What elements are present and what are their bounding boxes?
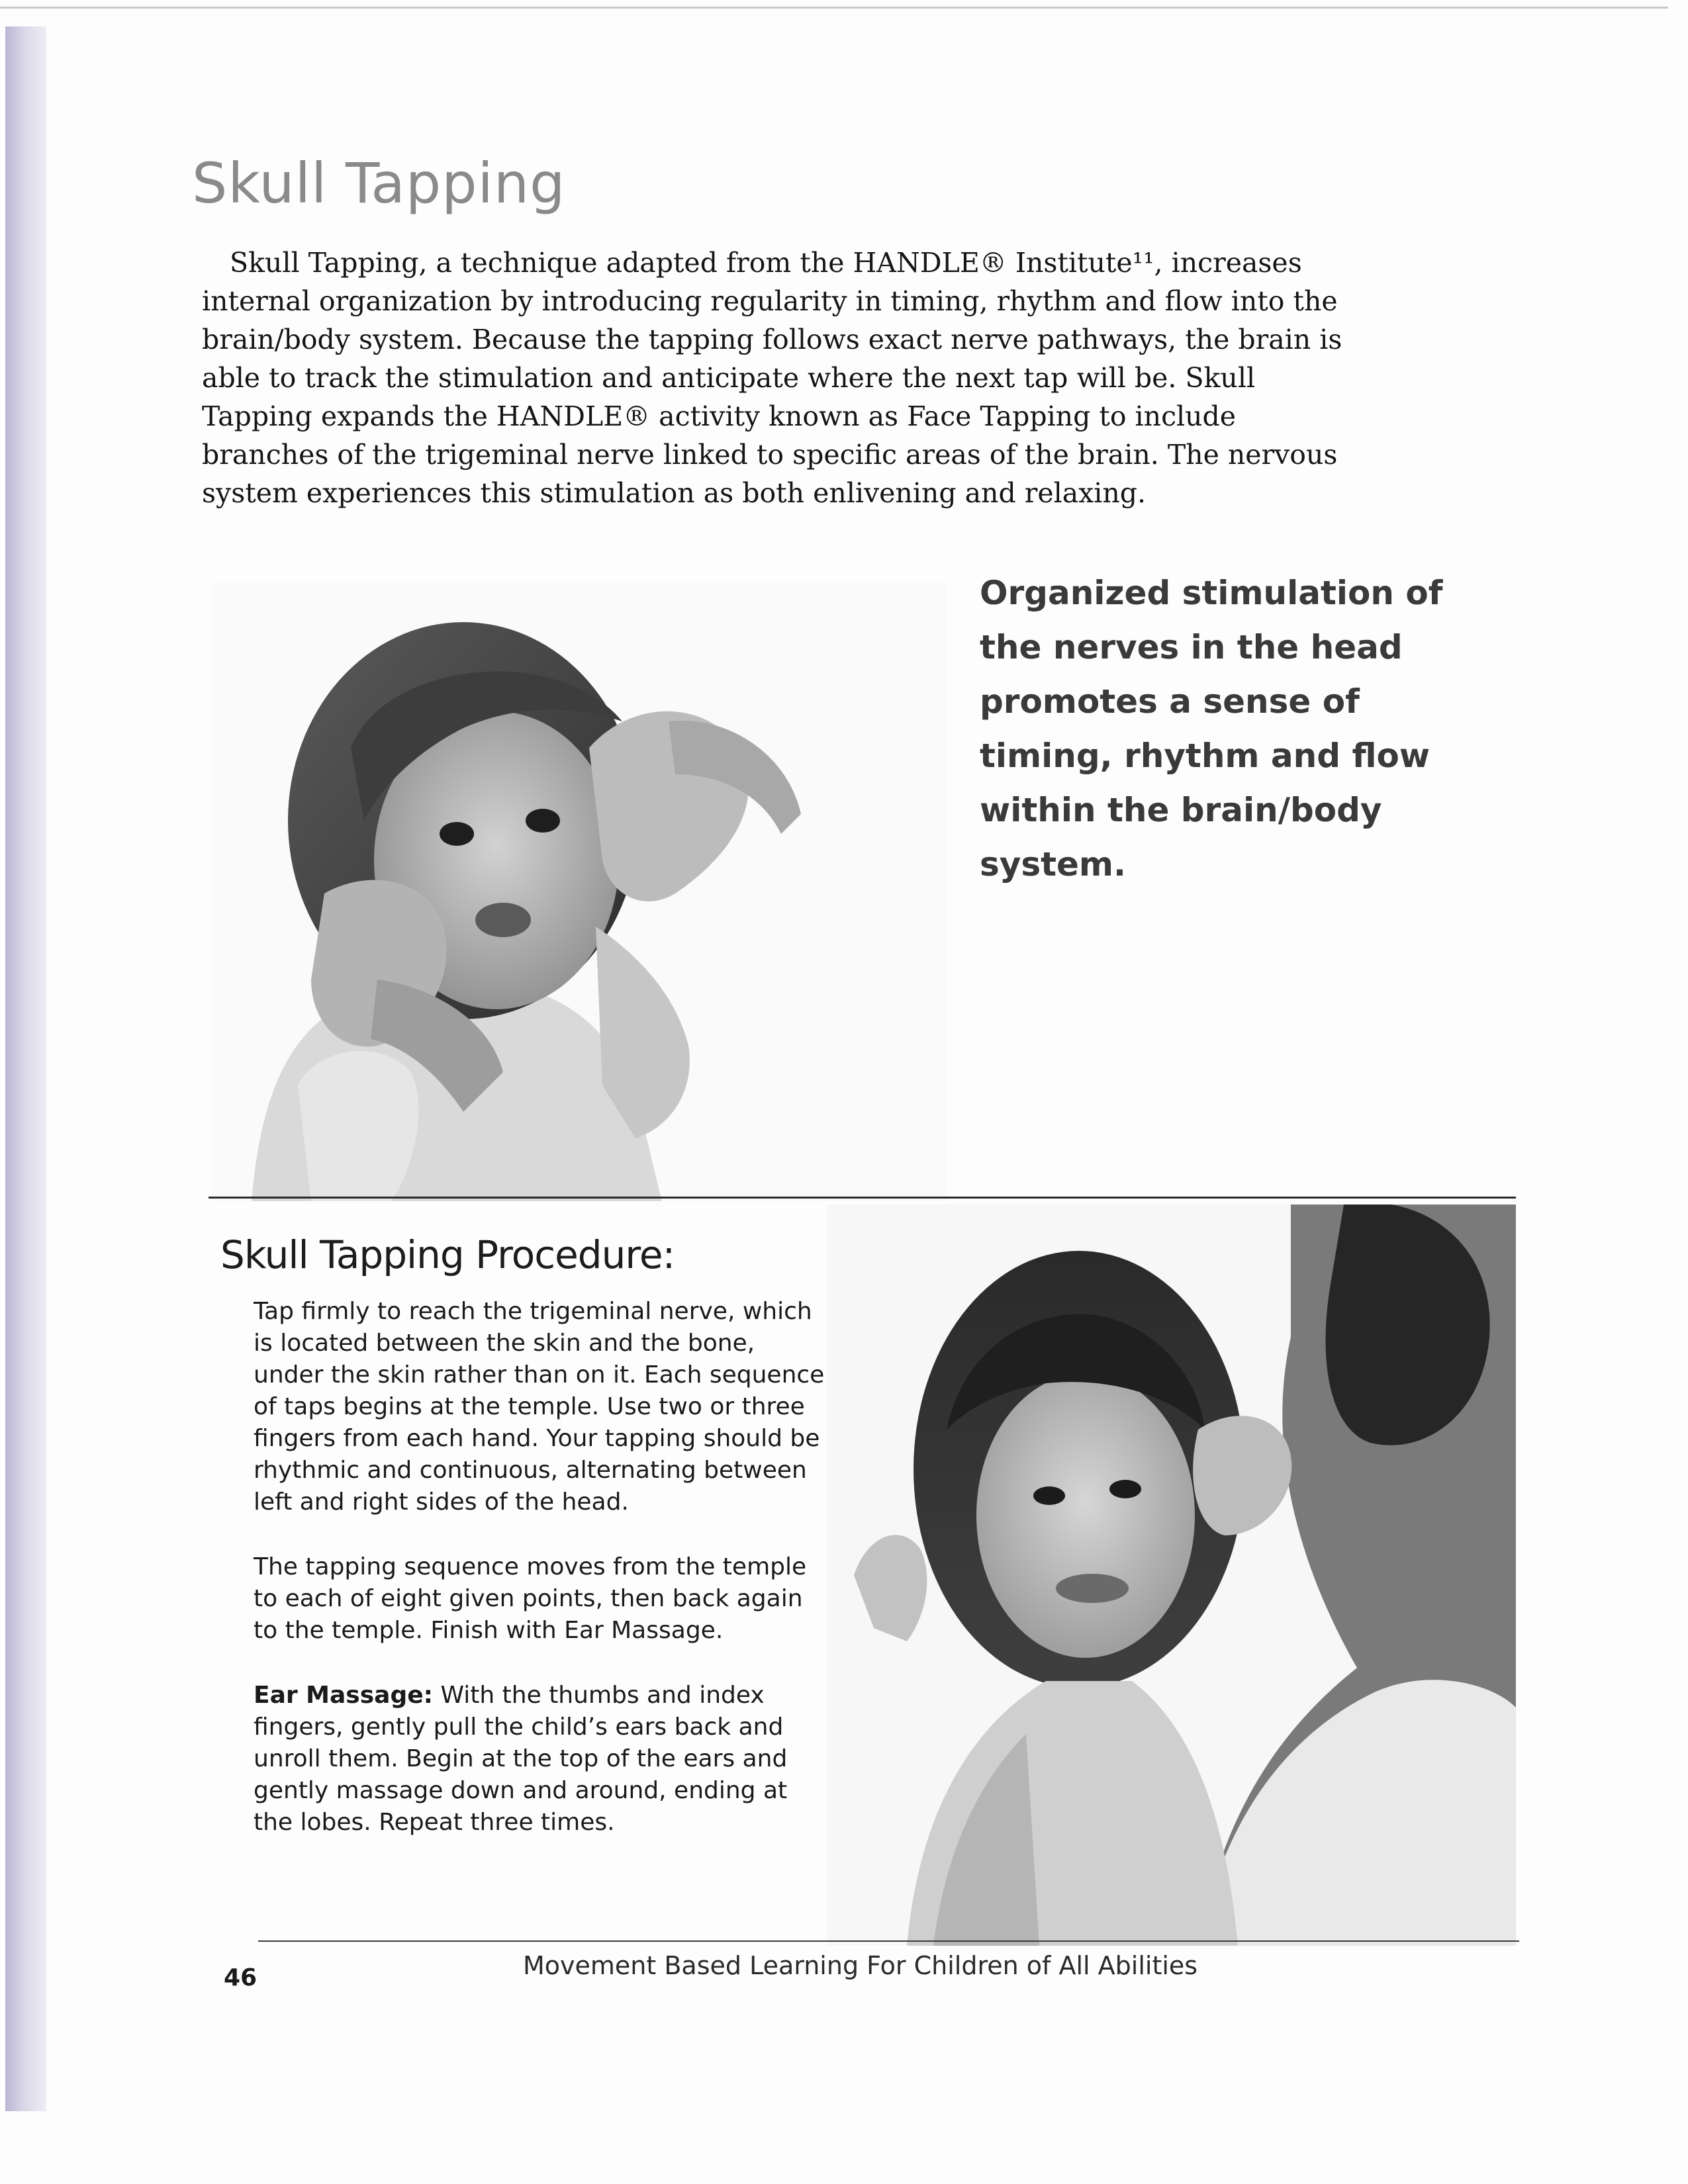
ear-massage-label: Ear Massage: — [254, 1682, 434, 1709]
ear-massage-paragraph — [254, 1680, 829, 1839]
binding-edge-strip — [5, 26, 46, 2111]
running-footer: Movement Based Learning For Children of All Abilities — [523, 1951, 1198, 1980]
procedure-heading: Skull Tapping Procedure: — [220, 1232, 675, 1277]
intro-paragraph: Skull Tapping, a technique adapted from the HANDLE® Institute¹¹, increases internal organization by introducing regularity in timing, rhythm and flow into the brain/body system. Because the tapping follows exact nerve pathways, the brain is able to track the stimulation and anticipate where the next tap will be. Skull Tapping expands the HANDLE® activity known as Face Tapping to include branches of the trigeminal nerve linked to specific areas of the brain. The nervous system experiences this stimulation as both enlivening and relaxing. — [202, 247, 1342, 509]
child-skull-tapping-photo — [212, 582, 947, 1201]
page-number: 46 — [224, 1964, 258, 1991]
section-divider — [209, 1197, 1516, 1199]
pull-quote: Organized stimulation of the nerves in the head promotes a sense of timing, rhythm and flow within the brain/body system. — [980, 574, 1443, 884]
page-title: Skull Tapping — [192, 151, 566, 216]
top-edge-rule — [0, 7, 1668, 9]
procedure-text — [254, 1296, 829, 1872]
procedure-paragraph-2: The tapping sequence moves from the temple to each of eight given points, then back again to the temple. Finish with Ear Massage. — [254, 1553, 807, 1644]
footer-rule — [258, 1940, 1519, 1942]
woman-temple-tapping-photo — [827, 1205, 1516, 1946]
ear-massage-text: With the thumbs and index fingers, gently pull the child’s ears back and unroll them. Begin at the top of the ears and gently massage down and around, ending at the lobes. Repeat three times. — [254, 1682, 788, 1836]
procedure-paragraph-1: Tap firmly to reach the trigeminal nerve, which is located between the skin and the bone, under the skin rather than on it. Each sequence of taps begins at the temple. Use two or three fingers from each hand. Your tapping should be rhythmic and continuous, alternating between left and right sides of the head. — [254, 1298, 825, 1516]
